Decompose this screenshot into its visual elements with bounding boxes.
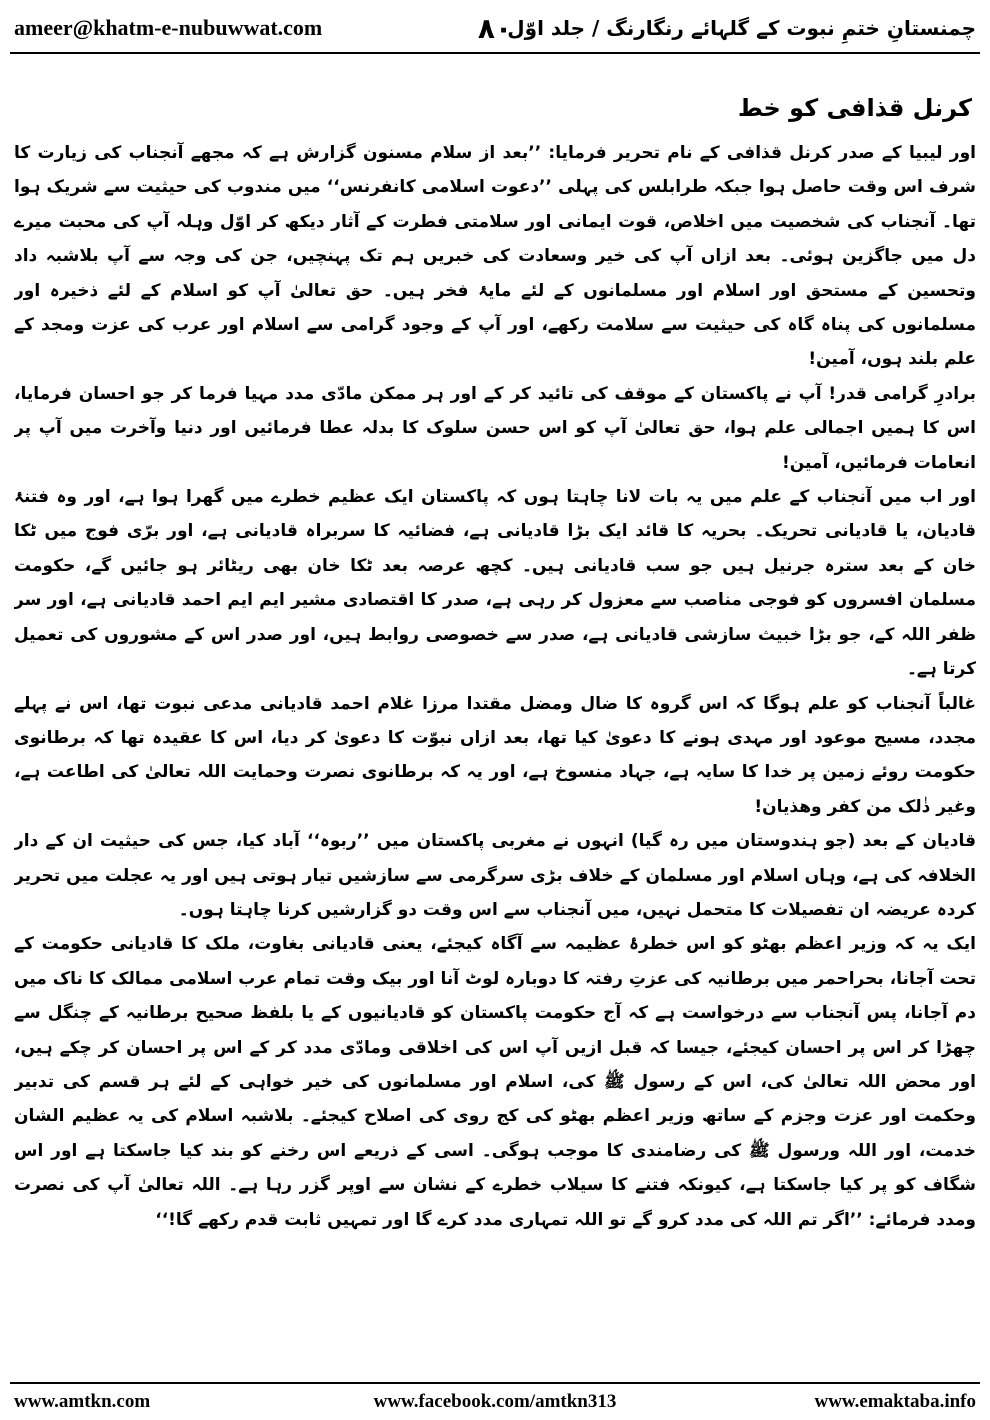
footer-link-facebook[interactable]: www.facebook.com/amtkn313 — [373, 1391, 617, 1412]
paragraph: برادرِ گرامی قدر! آپ نے پاکستان کے موقف کی تائید کر کے اور ہر ممکن مادّی مدد مہیا فرما کر جو احسان فرمایا، اس کا ہمیں اجمالی علم ہوا، حق تعالیٰ آپ کو اس حسن سلوک کا بدلہ عطا فرمائیں اور دنیا وآخرت میں آپ پر انعامات فرمائیں، آمین! — [14, 383, 976, 473]
footer-link-emaktaba[interactable]: www.emaktaba.info — [814, 1391, 976, 1412]
page-number: ۸۰ — [477, 11, 513, 45]
page-header — [14, 8, 976, 48]
page-footer — [14, 1384, 976, 1420]
article-title: کرنل قذافی کو خط — [737, 94, 972, 122]
header-divider — [10, 52, 980, 54]
paragraph: اور لیبیا کے صدر کرنل قذافی کے نام تحریر فرمایا: ’’بعد از سلام مسنون گزارش ہے کہ مجھے آنجناب کی زیارت کا شرف اس وقت حاصل ہوا جبکہ طرابلس کی پہلی ’’دعوت اسلامی کانفرنس‘‘ میں مندوب کی حیثیت سے شریک ہوا تھا۔ آنجناب کی شخصیت میں اخلاص، قوت ایمانی اور سلامتی فطرت کے آثار دیکھ کر اوّل وہلہ آپ کی محبت میرے دل میں جاگزین ہوئی۔ بعد ازاں آپ کی خیر وسعادت کی خبریں ہم تک پہنچیں، جن کی وجہ سے آپ بلاشبہ داد وتحسین کے مستحق اور اسلام اور مسلمانوں کے لئے مایۂ فخر ہیں۔ حق تعالیٰ آپ کو اسلام کے لئے ذخیرہ اور مسلمانوں کی پناہ گاہ کی حیثیت سے سلامت رکھے، اور آپ کے وجود گرامی سے اسلام اور عرب کی عزت ومجد کے علم بلند ہوں، آمین! — [14, 143, 976, 370]
paragraph: ایک یہ کہ وزیر اعظم بھٹو کو اس خطرۂ عظیمہ سے آگاہ کیجئے، یعنی قادیانی بغاوت، ملک کا قادیانی حکومت کے تحت آجانا، بحراحمر میں برطانیہ کی عزتِ رفتہ کا دوبارہ لوٹ آنا اور بیک وقت تمام عرب اسلامی ممالک کا ناک میں دم آجانا، پس آنجناب سے درخواست ہے کہ آج حکومت پاکستان کو قادیانیوں کے یا بلفظ صحیح برطانیہ کے چنگل سے چھڑا کر اس پر احسان کیجئے، جیسا کہ قبل ازیں آپ اس کی اخلاقی ومادّی مدد کر کے اس پر احسان کر چکے ہیں، اور محض اللہ تعالیٰ کی، اس کے رسول ﷺ کی، اسلام اور مسلمانوں کی خیر خواہی کے لئے ہر قسم کی تدبیر وحکمت اور عزت وجزم کے ساتھ وزیر اعظم بھٹو کی کج روی کی اصلاح کیجئے۔ بلاشبہ اسلام کی یہ عظیم الشان خدمت، اور اللہ ورسول ﷺ کی رضامندی کا موجب ہوگی۔ اسی کے ذریعے اس رخنے کو بند کیا جاسکتا ہے اور اس شگاف کو پر کیا جاسکتا ہے، کیونکہ فتنے کا سیلاب خطرے کے نشان سے اوپر گزر رہا ہے۔ اللہ تعالیٰ آپ کی نصرت ومدد فرمائے: ’’اگر تم اللہ کی مدد کرو گے تو اللہ تمہاری مدد کرے گا اور تمہیں ثابت قدم رکھے گا!‘‘ — [14, 934, 976, 1230]
article-body — [14, 86, 976, 1376]
book-title: چمنستانِ ختمِ نبوت کے گلہائے رنگارنگ / جلد اوّل — [507, 16, 976, 40]
paragraph: غالباً آنجناب کو علم ہوگا کہ اس گروہ کا ضال ومضل مقتدا مرزا غلام احمد قادیانی مدعی نبوت تھا، اس نے پہلے مجدد، مسیح موعود اور مہدی ہونے کا دعویٰ کیا تھا، بعد ازاں نبوّت کا دعویٰ کر دیا، اس کا عقیدہ تھا کہ برطانوی حکومت روئے زمین پر خدا کا سایہ ہے، جہاد منسوخ ہے، اور یہ کہ برطانوی نصرت وحمایت اللہ تعالیٰ کی اطاعت ہے، وغیر ذٰلک من کفر وھذیان! — [14, 693, 976, 817]
header-email: ameer@khatm-e-nubuwwat.com — [14, 15, 323, 40]
paragraph: اور اب میں آنجناب کے علم میں یہ بات لانا چاہتا ہوں کہ پاکستان ایک عظیم خطرے میں گھرا ہوا ہے، اور وہ فتنۂ قادیان، یا قادیانی تحریک۔ بحریہ کا قائد ایک بڑا قادیانی ہے، فضائیہ کا سربراہ قادیانی ہے، اور برّی فوج میں ٹکا خان کے بعد سترہ جرنیل ہیں جو سب قادیانی ہیں۔ کچھ عرصہ بعد ٹکا خان بھی ریٹائر ہو جائیں گے، حکومت مسلمان افسروں کو فوجی مناصب سے معزول کر رہی ہے، صدر کا اقتصادی مشیر ایم ایم احمد قادیانی ہے، اور سر ظفر اللہ کے، جو بڑا خبیث سازشی قادیانی ہے، صدر سے خصوصی روابط ہیں، اور صدر اس کے مشوروں کی تعمیل کرتا ہے۔ — [14, 487, 976, 680]
footer-link-amtkn[interactable]: www.amtkn.com — [14, 1391, 151, 1412]
paragraph: قادیان کے بعد (جو ہندوستان میں رہ گیا) انہوں نے مغربی پاکستان میں ’’ربوہ‘‘ آباد کیا، جس کی حیثیت ان کے دار الخلافہ کی ہے، وہاں اسلام اور مسلمان کے خلاف بڑی سرگرمی سے سازشیں تیار ہوتی ہیں اور یہ عجلت میں تحریر کردہ عریضہ ان تفصیلات کا متحمل نہیں، میں آنجناب سے اس وقت دو گزارشیں کرنا چاہتا ہوں۔ — [14, 831, 976, 920]
